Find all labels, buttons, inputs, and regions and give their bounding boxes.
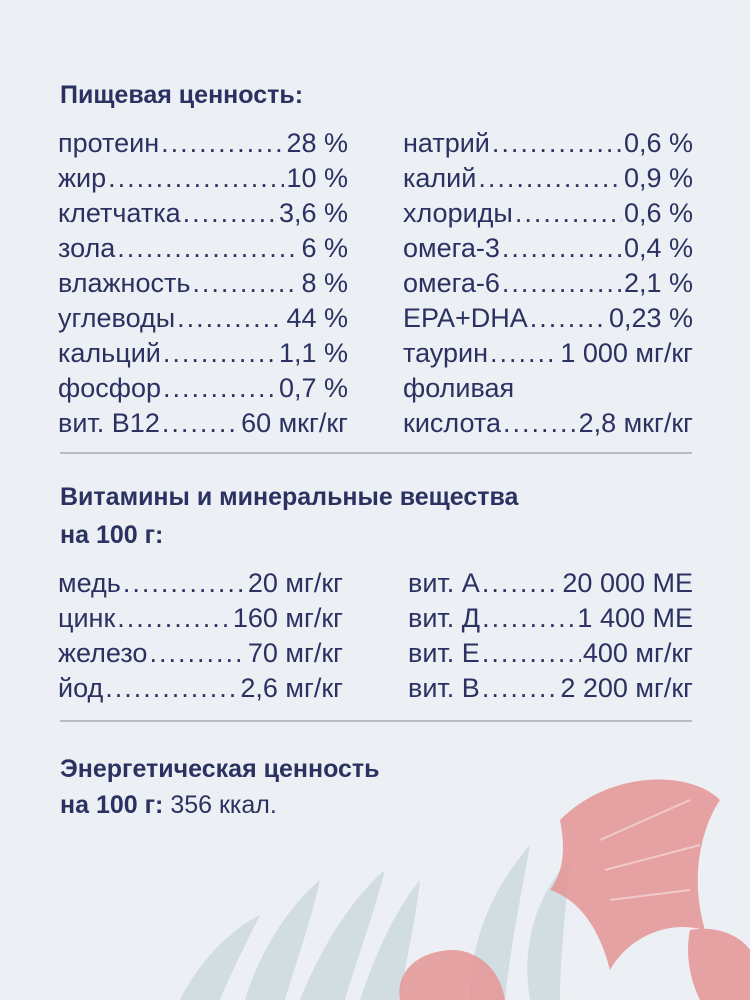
nutrient-name: вит. E [408, 638, 480, 668]
nutrient-row [403, 336, 693, 371]
nutrient-row [58, 301, 348, 336]
nutrient-name: фосфор [58, 373, 161, 403]
nutrient-name: зола [58, 233, 116, 263]
dot-leader [123, 566, 246, 601]
dot-leader [163, 336, 277, 371]
nutrient-name: вит. B [408, 673, 480, 703]
nutrient-value: 60 мкг/кг [241, 408, 348, 438]
nutrient-row [403, 406, 693, 441]
dot-leader [482, 671, 559, 706]
nutrient-name: вит. A [408, 568, 480, 598]
dot-leader [515, 196, 622, 231]
nutrient-name: протеин [58, 128, 160, 158]
nutrient-row [408, 636, 693, 671]
nutrient-value: 0,9 % [623, 163, 693, 193]
nutrient-value: 0,7 % [278, 373, 348, 403]
nutrient-row [58, 406, 348, 441]
vitamins-title-line1: Витамины и минеральные вещества [60, 483, 519, 511]
nutrient-value: 0,4 % [623, 233, 693, 263]
nutrient-name: йод [58, 673, 104, 703]
nutrient-name: вит. B12 [58, 408, 160, 438]
nutrient-row [403, 231, 693, 266]
nutrient-value: 3,6 % [278, 198, 348, 228]
nutrient-name: медь [58, 568, 121, 598]
nutrient-row [408, 601, 693, 636]
nutrient-row [403, 266, 693, 301]
dot-leader [161, 126, 284, 161]
nutrient-name: натрий [403, 128, 490, 158]
dot-leader [163, 371, 277, 406]
nutrient-name: клетчатка [58, 198, 181, 228]
nutrient-value: 1 400 МЕ [577, 603, 693, 633]
nutrient-value: 2,1 % [623, 268, 693, 298]
nutrient-row [403, 126, 693, 161]
nutrient-value: 20 000 МЕ [562, 568, 693, 598]
nutrient-row [58, 671, 343, 706]
dot-leader [482, 601, 575, 636]
nutrient-row [408, 671, 693, 706]
nutrition-left-column [58, 126, 348, 441]
dot-leader [482, 636, 581, 671]
nutrient-name: омега-3 [403, 233, 500, 263]
dot-leader [502, 266, 622, 301]
dot-leader [183, 196, 277, 231]
vitamins-left-column [58, 566, 343, 706]
nutrient-row [408, 566, 693, 601]
dot-leader [117, 601, 231, 636]
nutrient-name: углеводы [58, 303, 176, 333]
nutrient-row [58, 161, 348, 196]
divider [60, 720, 692, 722]
nutrient-name: EPA+DHA [403, 303, 528, 333]
nutrient-name: влажность [58, 268, 191, 298]
energy-label: на 100 г: [60, 791, 164, 819]
nutrient-value: 10 % [286, 163, 348, 193]
nutrient-value: 20 мг/кг [247, 568, 343, 598]
nutrient-name: цинк [58, 603, 116, 633]
energy-value-line [60, 788, 277, 823]
nutrient-name: кальций [58, 338, 161, 368]
nutrient-name: жир [58, 163, 107, 193]
dot-leader [108, 161, 284, 196]
nutrition-right-column [403, 126, 693, 441]
nutrient-row [58, 566, 343, 601]
dot-leader [149, 636, 245, 671]
energy-title: Энергетическая ценность [60, 755, 380, 783]
nutrient-row [58, 371, 348, 406]
vitamins-right-column [408, 566, 693, 706]
dot-leader [482, 566, 561, 601]
dot-leader [162, 406, 239, 441]
nutrient-row [58, 266, 348, 301]
vitamins-title-line2: на 100 г: [60, 521, 164, 549]
nutrient-value: 6 % [301, 233, 348, 263]
nutrient-value: 1 000 мг/кг [560, 338, 693, 368]
nutrient-value: 2 200 мг/кг [560, 673, 693, 703]
nutrient-row [58, 126, 348, 161]
nutrition-title: Пищевая ценность: [60, 81, 304, 109]
nutrient-value: 8 % [301, 268, 348, 298]
nutrient-value: 2,6 мг/кг [240, 673, 343, 703]
nutrient-value: 2,8 мкг/кг [578, 408, 693, 438]
dot-leader [530, 301, 607, 336]
nutrient-value: 0,23 % [608, 303, 693, 333]
nutrient-value: 0,6 % [623, 198, 693, 228]
nutrient-value: 28 % [286, 128, 348, 158]
dot-leader [105, 671, 238, 706]
dot-leader [478, 161, 622, 196]
nutrient-name: таурин [403, 338, 488, 368]
nutrient-name: омега-6 [403, 268, 500, 298]
nutrient-name: калий [403, 163, 477, 193]
nutrient-row [58, 601, 343, 636]
nutrient-row [403, 301, 693, 336]
dot-leader [502, 231, 622, 266]
nutrient-row [403, 196, 693, 231]
nutrient-value: 0,6 % [623, 128, 693, 158]
dot-leader [192, 266, 299, 301]
nutrient-row [58, 336, 348, 371]
nutrient-name: железо [58, 638, 148, 668]
nutrient-row [58, 231, 348, 266]
nutrient-name: хлориды [403, 198, 513, 228]
nutrient-row [58, 636, 343, 671]
nutrient-row [403, 161, 693, 196]
dot-leader [177, 301, 284, 336]
dot-leader [117, 231, 299, 266]
nutrient-name: кислота [403, 408, 501, 438]
dot-leader [490, 336, 558, 371]
dot-leader [492, 126, 622, 161]
nutrient-row [403, 371, 693, 406]
energy-value: 356 ккал. [170, 791, 277, 819]
nutrient-value: 70 мг/кг [247, 638, 343, 668]
nutrient-value: 160 мг/кг [232, 603, 343, 633]
nutrient-name: вит. Д [408, 603, 481, 633]
divider [60, 452, 692, 454]
nutrient-value: 44 % [286, 303, 348, 333]
nutrient-name: фоливая [403, 373, 515, 403]
nutrient-value: 400 мг/кг [582, 638, 693, 668]
nutrient-row [58, 196, 348, 231]
nutrient-value: 1,1 % [278, 338, 348, 368]
dot-leader [503, 406, 577, 441]
